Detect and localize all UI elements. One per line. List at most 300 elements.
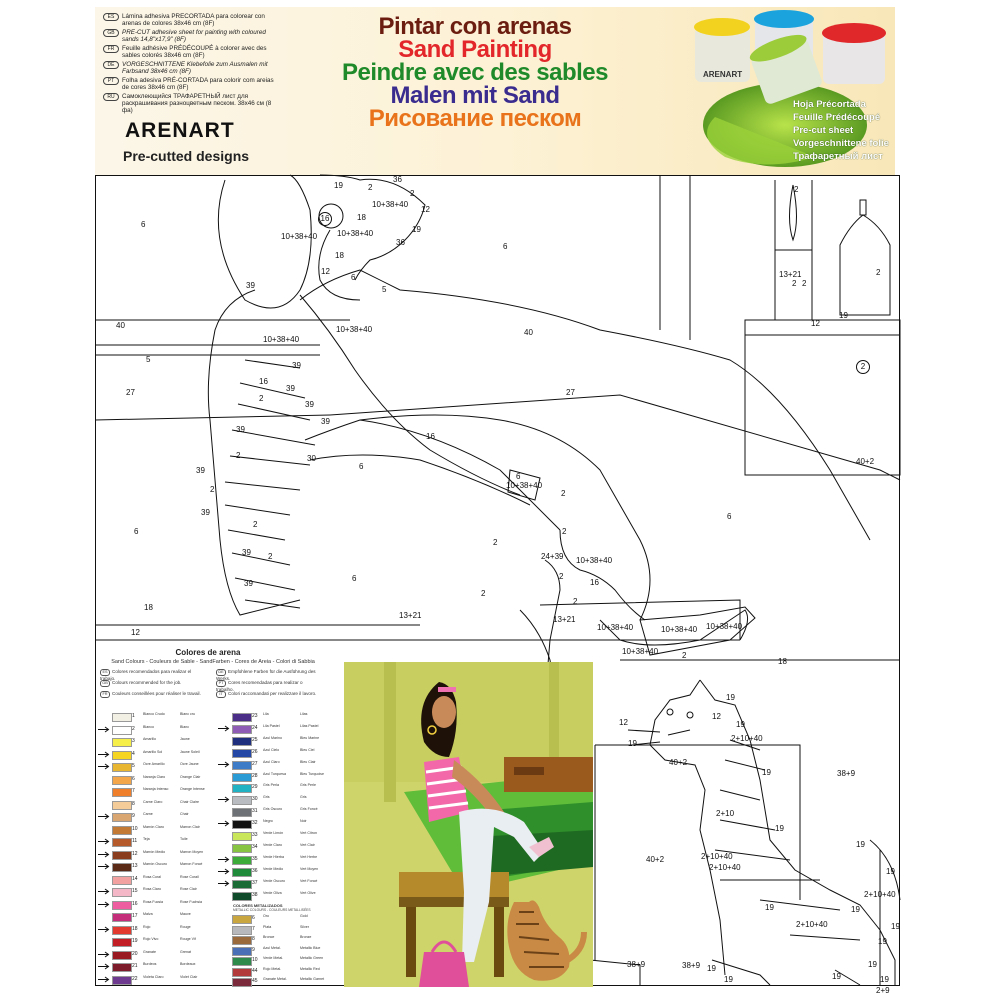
color-number: 40+2 <box>646 855 665 864</box>
colour-name-fr: Orange Clair <box>180 774 201 779</box>
colour-number: 35 <box>252 855 258 862</box>
colour-name-fr: Blanc cru <box>180 712 195 716</box>
pre-cut-label: Hoja Précortada <box>793 99 866 110</box>
sand-colour-swatch-row <box>218 832 336 841</box>
recommended-arrow-icon <box>98 763 110 770</box>
colour-swatch <box>232 832 252 841</box>
sand-colour-swatch-row <box>98 713 216 722</box>
colour-swatch <box>232 892 252 901</box>
colour-number: 19 <box>132 938 138 944</box>
colour-name-fr: Lilas <box>300 712 308 716</box>
colour-swatch <box>232 713 252 722</box>
colour-name-fr: Blanc <box>180 724 189 729</box>
colour-swatch <box>232 926 252 935</box>
color-number: 39 <box>321 417 330 426</box>
colour-name-fr: Mauve <box>180 912 191 916</box>
sand-colour-swatch-row <box>218 936 336 945</box>
colour-swatch <box>232 856 252 865</box>
colour-number: 12 <box>132 850 138 857</box>
colour-name-es: Violeta Claro <box>143 974 164 979</box>
colour-name-fr: Rose Fuchsia <box>180 899 202 904</box>
jar-label: ARENART <box>703 70 743 79</box>
colour-swatch <box>232 880 252 889</box>
colour-swatch <box>232 737 252 746</box>
colour-name-es: Gris Perla <box>263 783 279 788</box>
color-number: 2 <box>794 185 799 194</box>
sand-colour-swatch-row <box>98 938 216 947</box>
color-number: 6 <box>503 242 508 251</box>
colour-name-es: Azul Metal. <box>263 945 281 950</box>
colour-swatch <box>112 938 132 947</box>
color-number: 2 <box>236 451 241 460</box>
colour-name-es: Marrón Oscuro <box>143 862 167 866</box>
recommended-arrow-icon <box>98 751 110 758</box>
colour-name-fr: Metallic Red <box>300 966 320 971</box>
recommended-arrow-icon <box>218 820 230 827</box>
colour-name-fr: Ocre Jaune <box>180 762 199 766</box>
recommended-arrow-icon <box>98 851 110 858</box>
colour-number: 10 <box>252 957 258 963</box>
colour-name-es: Burdeos <box>143 962 157 966</box>
sand-colour-swatch-row <box>98 801 216 810</box>
color-number: 19 <box>724 975 733 984</box>
sand-colour-swatch-row <box>218 856 336 865</box>
colour-name-es: Marrón Medio <box>143 849 166 854</box>
colour-name-es: Azul Turquesa <box>263 771 286 776</box>
colour-name-fr: Jaune <box>180 737 190 741</box>
colour-name-es: Marrón Claro <box>143 824 164 829</box>
color-number: 2 <box>559 572 564 581</box>
colour-number: 2 <box>132 725 135 732</box>
colour-swatch <box>112 851 132 860</box>
colour-name-es: Ocre Amarillo <box>143 762 165 766</box>
pre-cut-label: Vorgeschnittene folie <box>793 138 889 149</box>
colour-name-es: Malva <box>143 912 153 916</box>
sand-colour-swatch-row <box>98 888 216 897</box>
color-number: 27 <box>126 388 135 397</box>
color-number: 39 <box>242 548 251 557</box>
colour-swatch <box>112 751 132 760</box>
color-number: 2 <box>682 651 687 660</box>
colour-number: 23 <box>252 713 258 719</box>
product-title-line: Pintar con arenas <box>378 13 572 40</box>
sand-colour-swatch-row <box>98 926 216 935</box>
color-number: 16 <box>259 377 268 386</box>
legend-text: Colori raccomandati per realizzare il lavoro. <box>228 691 317 696</box>
sand-colour-swatch-row <box>218 796 336 805</box>
colour-number: 10 <box>132 825 138 832</box>
color-number: 19 <box>726 693 735 702</box>
color-number: 13+21 <box>779 270 802 279</box>
pre-cut-label: Трафаретный лист <box>793 151 883 162</box>
colour-name-fr: Chair Claire <box>180 799 199 804</box>
colour-name-es: Blanco <box>143 724 154 729</box>
color-number: 2+10+40 <box>864 890 896 899</box>
color-number: 19 <box>839 311 848 320</box>
colour-name-fr: Bleu Marine <box>300 735 320 740</box>
colour-name-fr: Rouge <box>180 924 191 929</box>
color-number: 10+38+40 <box>661 625 698 634</box>
recommended-arrow-icon <box>98 976 110 983</box>
color-number: 19 <box>856 840 865 849</box>
language-description: Самоклеющийся ТРАФАРЕТНЫЙ лист для раскрашивания разноцветным песком. 38x46 см (8 фа) <box>122 93 272 114</box>
color-number: 19 <box>762 768 771 777</box>
colour-swatch <box>232 820 252 829</box>
color-number: 10+38+40 <box>706 622 743 631</box>
colour-number: 8 <box>132 800 135 807</box>
colour-number: 31 <box>252 808 258 815</box>
product-title-line: Peindre avec des sables <box>342 59 608 86</box>
colour-name-fr: Chair <box>180 812 189 816</box>
color-number: 2 <box>573 597 578 606</box>
product-title-line: Рисование песком <box>368 105 582 132</box>
color-number: 39 <box>286 384 295 393</box>
color-number: 36 <box>393 175 402 184</box>
colour-number: 36 <box>252 867 258 874</box>
color-number: 2 <box>253 520 258 529</box>
colour-name-fr: Grenat <box>180 949 191 954</box>
colour-name-es: Verde Metal. <box>263 956 284 960</box>
color-number: 5 <box>146 355 151 364</box>
color-number: 38+9 <box>682 961 701 970</box>
legend-text: Colours recommended for the job. <box>112 680 182 685</box>
recommended-arrow-icon <box>98 888 110 895</box>
colour-name-fr: Silver <box>300 924 309 929</box>
colour-name-fr: Vert Herbe <box>300 854 318 859</box>
recommended-arrow-icon <box>98 863 110 870</box>
language-code-badge: FR <box>103 45 119 53</box>
colour-name-fr: Vert Foncé <box>300 878 318 883</box>
colour-swatch <box>112 801 132 810</box>
color-number: 10+38+40 <box>622 647 659 656</box>
colour-name-fr: Gold <box>300 914 308 918</box>
colour-swatch <box>112 776 132 785</box>
colour-name-fr: Vert Citron <box>300 831 317 835</box>
sand-colour-swatch-row <box>218 868 336 877</box>
colour-swatch <box>112 863 132 872</box>
language-code-badge: PT <box>103 77 119 85</box>
colour-name-fr: Metallic Blue <box>300 945 321 950</box>
color-number: 13+21 <box>553 615 576 624</box>
color-number: 19 <box>628 739 637 748</box>
color-number: 2+10+40 <box>701 852 733 861</box>
colour-name-es: Azul Cielo <box>263 747 280 752</box>
color-number: 39 <box>246 281 255 290</box>
sand-colour-swatch-row <box>98 863 216 872</box>
sand-colour-swatch-row <box>218 915 336 924</box>
colour-name-es: Gris <box>263 795 270 800</box>
colour-number: 17 <box>132 913 138 919</box>
sand-colour-swatch-row <box>218 808 336 817</box>
colour-name-fr: Bleu Ciel <box>300 747 315 752</box>
colour-name-es: Carne Claro <box>143 799 163 804</box>
colour-number: 21 <box>132 963 138 969</box>
color-number: 30 <box>307 454 316 463</box>
colour-number: 8 <box>252 936 255 942</box>
color-number: 2+10 <box>716 809 735 818</box>
color-number: 18 <box>335 251 344 260</box>
color-number: 2+10+40 <box>731 734 763 743</box>
colour-number: 20 <box>132 950 138 957</box>
colour-swatch <box>112 963 132 972</box>
recommended-arrow-icon <box>218 796 230 803</box>
colour-swatch <box>232 915 252 924</box>
colour-name-fr: Marron Clair <box>180 824 200 829</box>
colour-swatch <box>112 838 132 847</box>
color-number: 19 <box>851 905 860 914</box>
color-number: 16 <box>426 432 435 441</box>
color-number: 19 <box>880 975 889 984</box>
colour-swatch <box>232 968 252 977</box>
color-number: 10+38+40 <box>576 556 613 565</box>
recommended-arrow-icon <box>98 951 110 958</box>
palette-title: Colores de arena <box>175 648 241 657</box>
colour-number: 5 <box>132 763 135 769</box>
color-number: 12 <box>619 718 628 727</box>
sand-colour-swatch-row <box>218 880 336 889</box>
product-title-line: Malen mit Sand <box>390 82 560 109</box>
color-number: 2 <box>856 360 870 374</box>
sand-colour-swatch-row <box>98 951 216 960</box>
colour-name-es: Azul Marino <box>263 735 282 740</box>
legend-text: Colores recomendados para realizar el trabajo. <box>100 669 192 681</box>
sand-colour-swatch-row <box>218 892 336 901</box>
language-code-badge: GB <box>103 29 119 37</box>
colour-name-es: Rojo Vivo <box>143 937 159 941</box>
color-number: 19 <box>868 960 877 969</box>
sand-colour-swatch-row <box>98 788 216 797</box>
colour-name-es: Carne <box>143 812 153 816</box>
color-number: 2 <box>268 552 273 561</box>
pre-cut-label: Feuille Prédécoupé <box>793 112 881 123</box>
colour-number: 1 <box>132 713 135 719</box>
colour-swatch <box>232 808 252 817</box>
colour-number: 38 <box>252 891 258 898</box>
color-number: 10+38+40 <box>281 232 318 241</box>
color-number: 38+9 <box>837 769 856 778</box>
colour-name-es: Naranja Intenso <box>143 787 169 791</box>
legend-code-badge: PT <box>216 680 226 687</box>
color-number: 38+9 <box>627 960 646 969</box>
recommended-arrow-icon <box>98 901 110 908</box>
colour-swatch <box>232 773 252 782</box>
color-number: 2 <box>368 183 373 192</box>
language-description: PRE-CUT adhesive sheet for painting with coloured sands 14,8"x17,9" (8F) <box>122 29 266 43</box>
colour-number: 16 <box>132 900 138 907</box>
colour-number: 29 <box>252 784 258 791</box>
color-number: 10+38+40 <box>263 335 300 344</box>
colour-swatch <box>232 868 252 877</box>
colour-number: 28 <box>252 772 258 779</box>
colour-name-fr: Rouge Vif <box>180 937 196 941</box>
colour-name-fr: Gris Foncé <box>300 807 318 812</box>
legend-row <box>216 691 321 698</box>
finished-artwork-preview <box>344 662 593 987</box>
colour-name-es: Rosa Fucsia <box>143 899 163 904</box>
color-number: 18 <box>778 657 787 666</box>
sand-colour-swatch-row <box>98 851 216 860</box>
language-code-badge: DE <box>103 61 119 69</box>
colour-name-fr: Marron Moyen <box>180 849 204 854</box>
colour-name-fr: Lilas Pastel <box>300 723 319 728</box>
color-number: 18 <box>144 603 153 612</box>
legend-code-badge: GB <box>100 680 110 687</box>
color-number: 10+38+40 <box>337 229 374 238</box>
language-description: VORGESCHNITTENE Klebefolie zum Ausmalen mit Farbsand 38x46 cm (8F) <box>122 61 268 75</box>
preview-illustration <box>344 662 593 987</box>
color-number: 2 <box>561 489 566 498</box>
colour-swatch <box>112 713 132 722</box>
colour-number: 33 <box>252 832 258 838</box>
colour-name-fr: Jaune Soleil <box>180 749 200 754</box>
colour-name-fr: Bleu Turquoise <box>300 771 324 776</box>
color-number: 40 <box>116 321 125 330</box>
color-number: 12 <box>712 712 721 721</box>
colour-swatch <box>112 976 132 985</box>
sand-colour-swatch-row <box>98 838 216 847</box>
color-number: 39 <box>292 361 301 370</box>
colour-number: 18 <box>132 925 138 932</box>
colour-swatch <box>232 844 252 853</box>
colour-name-es: Verde Claro <box>263 842 282 847</box>
recommended-arrow-icon <box>218 761 230 768</box>
colour-name-fr: Orange Intense <box>180 787 205 791</box>
sand-colour-swatch-row <box>218 784 336 793</box>
colour-name-fr: Gris Perle <box>300 783 316 788</box>
colour-number: 9 <box>132 813 135 819</box>
color-number: 12 <box>131 628 140 637</box>
sand-colour-swatch-row <box>218 713 336 722</box>
color-number: 24+39 <box>541 552 564 561</box>
recommended-arrow-icon <box>98 926 110 933</box>
colour-name-fr: Vert Clair <box>300 842 315 847</box>
sand-colour-swatch-row <box>98 751 216 760</box>
color-number: 16 <box>318 212 332 226</box>
colour-number: 25 <box>252 736 258 743</box>
color-number: 2+9 <box>876 986 890 995</box>
color-number: 19 <box>765 903 774 912</box>
colour-number: 37 <box>252 879 258 886</box>
color-number: 2 <box>410 189 415 198</box>
colour-swatch <box>232 947 252 956</box>
colour-number: 32 <box>252 820 258 827</box>
colour-number: 3 <box>132 738 135 744</box>
colour-swatch <box>112 901 132 910</box>
recommended-arrow-icon <box>98 838 110 845</box>
colour-swatch <box>112 788 132 797</box>
sand-colour-swatch-row <box>98 826 216 835</box>
colour-name-fr: Rose Clair <box>180 887 197 891</box>
color-number: 19 <box>412 225 421 234</box>
color-number: 40+2 <box>669 758 688 767</box>
colour-name-es: Verde Oscuro <box>263 878 285 883</box>
color-number: 27 <box>566 388 575 397</box>
colour-name-fr: Gris <box>300 795 307 800</box>
colour-number: 6 <box>252 915 255 921</box>
color-number: 2 <box>802 279 807 288</box>
color-number: 10+38+40 <box>506 481 543 490</box>
sand-colour-swatch-row <box>218 725 336 734</box>
sand-colour-swatch-row <box>218 761 336 770</box>
legend-row <box>100 691 205 698</box>
colour-name-fr: Rose Corail <box>180 874 199 879</box>
colour-number: 30 <box>252 796 258 803</box>
sand-colour-swatch-row <box>98 963 216 972</box>
color-number: 6 <box>351 273 356 282</box>
colour-name-es: Azul Claro <box>263 759 280 764</box>
color-number: 39 <box>196 466 205 475</box>
legend-code-badge: DE <box>216 669 226 676</box>
sand-colour-swatch-row <box>98 726 216 735</box>
sand-colour-swatch-row <box>98 738 216 747</box>
recommended-arrow-icon <box>218 880 230 887</box>
sand-colour-swatch-row <box>218 968 336 977</box>
colour-name-fr: Vert Moyen <box>300 866 319 871</box>
color-number: 2 <box>876 268 881 277</box>
colour-number: 45 <box>252 978 258 984</box>
colour-swatch <box>112 913 132 922</box>
colour-swatch <box>232 784 252 793</box>
colour-number: 14 <box>132 875 138 882</box>
colour-name-es: Granate <box>143 949 156 954</box>
colour-name-fr: Metallic Garnet <box>300 977 325 981</box>
color-number: 2 <box>259 394 264 403</box>
sand-colour-swatch-row <box>218 737 336 746</box>
colour-name-es: Blanco Crudo <box>143 712 165 716</box>
sand-colour-swatch-row <box>218 820 336 829</box>
language-code-badge: ES <box>103 13 119 21</box>
colour-number: 34 <box>252 843 258 850</box>
language-description: Lámina adhesiva PRECORTADA para colorear con arenas de colores 38x46 cm (8F) <box>122 13 265 27</box>
color-number: 19 <box>736 720 745 729</box>
color-number: 12 <box>321 267 330 276</box>
color-number: 36 <box>396 238 405 247</box>
color-number: 12 <box>421 205 430 214</box>
sand-colour-palette <box>98 645 338 990</box>
colour-name-es: Lila Pastel <box>263 723 280 728</box>
colour-swatch <box>232 957 252 966</box>
colour-name-es: Rosa Coral <box>143 874 161 879</box>
product-title-line: Sand Painting <box>398 36 552 63</box>
colour-name-es: Teja <box>143 837 150 841</box>
color-number: 6 <box>359 462 364 471</box>
colour-name-fr: Metallic Green <box>300 956 324 960</box>
legend-code-badge: IT <box>216 691 226 698</box>
colour-name-fr: Vert Olive <box>300 890 316 895</box>
colour-swatch <box>112 876 132 885</box>
sand-colour-swatch-row <box>218 957 336 966</box>
colour-number: 13 <box>132 863 138 869</box>
colour-name-fr: Noir <box>300 819 307 824</box>
colour-number: 15 <box>132 888 138 894</box>
colour-swatch <box>232 725 252 734</box>
colour-swatch <box>112 726 132 735</box>
colour-name-es: Verde Hierba <box>263 854 284 859</box>
language-description: Folha adesiva PRÉ-CORTADA para colorir com areias de cores 38x46 cm (8F) <box>122 77 274 91</box>
color-number: 10+38+40 <box>336 325 373 334</box>
sand-colour-swatch-row <box>98 876 216 885</box>
colour-name-es: Granate Metal. <box>263 977 287 981</box>
legend-text: Couleurs conseillées pour réaliser le travail. <box>112 691 201 696</box>
colour-name-es: Negro <box>263 819 273 824</box>
colour-name-es: Plata <box>263 924 272 929</box>
colour-name-es: Rojo <box>143 924 151 929</box>
color-number: 19 <box>878 937 887 946</box>
colour-number: 24 <box>252 724 258 731</box>
color-number: 19 <box>886 867 895 876</box>
color-number: 2 <box>481 589 486 598</box>
recommended-arrow-icon <box>218 725 230 732</box>
